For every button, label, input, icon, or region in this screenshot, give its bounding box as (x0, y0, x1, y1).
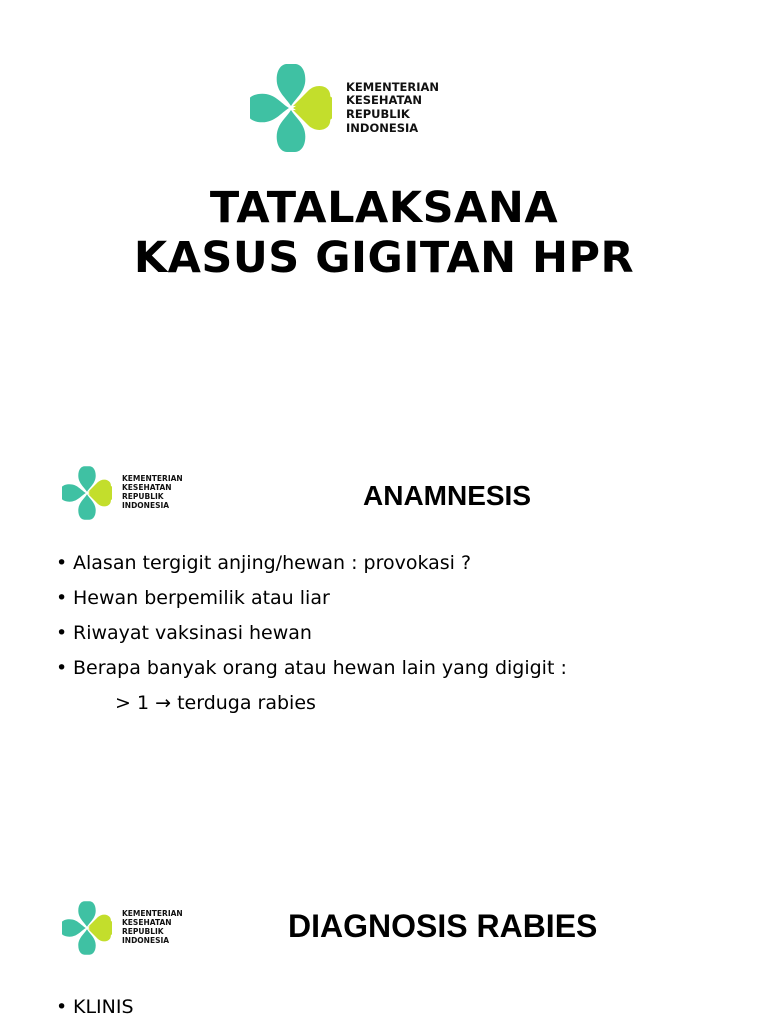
bullet-text: KLINIS (73, 996, 134, 1018)
logo-line: INDONESIA (346, 120, 419, 135)
section-title-diagnosis: DIAGNOSIS RABIES (288, 908, 598, 944)
sub-item (56, 686, 567, 721)
logo-text (122, 475, 183, 510)
main-title (0, 183, 768, 283)
logo-line: KEMENTERIAN (346, 79, 440, 94)
list-item (56, 581, 567, 616)
kemenkes-logo-small (62, 465, 183, 521)
logo-line: KESEHATAN (346, 93, 423, 108)
bullet-dot: • (56, 622, 68, 644)
slide-title (0, 0, 768, 330)
kemenkes-logo (250, 62, 439, 154)
bullet-text: Riwayat vaksinasi hewan (73, 622, 312, 644)
logo-line: KEMENTERIAN (122, 474, 183, 484)
main-title-line-1: TATALAKSANA (209, 183, 559, 233)
bullet-dot: • (56, 657, 68, 679)
arrow-right-icon: → (155, 692, 172, 714)
slide-diagnosis (0, 870, 768, 1024)
section-title-anamnesis: ANAMNESIS (363, 480, 532, 511)
logo-text (346, 81, 439, 135)
kemenkes-cross-icon (62, 465, 112, 521)
list-item (56, 990, 134, 1025)
logo-line: INDONESIA (122, 500, 170, 510)
bullet-text: Hewan berpemilik atau liar (73, 587, 330, 609)
list-item (56, 546, 567, 581)
kemenkes-logo-small (62, 900, 183, 956)
list-item (56, 616, 567, 651)
bullet-list (56, 990, 134, 1025)
logo-text (122, 910, 183, 945)
logo-line: REPUBLIK (122, 927, 164, 936)
list-item (56, 651, 567, 686)
logo-line: KESEHATAN (122, 918, 172, 928)
sub-prefix: > 1 (115, 692, 150, 714)
bullet-dot: • (56, 587, 68, 609)
logo-line: KEMENTERIAN (122, 909, 183, 919)
slide-anamnesis (0, 440, 768, 740)
logo-line: INDONESIA (122, 935, 170, 945)
main-title-line-2: KASUS GIGITAN HPR (133, 233, 635, 283)
kemenkes-cross-icon (62, 900, 112, 956)
sub-text: terduga rabies (177, 692, 316, 714)
bullet-dot: • (56, 552, 68, 574)
bullet-text: Berapa banyak orang atau hewan lain yang digigit : (73, 657, 567, 679)
bullet-text: Alasan tergigit anjing/hewan : provokasi ? (73, 552, 472, 574)
bullet-list (56, 546, 567, 721)
bullet-dot: • (56, 996, 68, 1018)
logo-line: KESEHATAN (122, 483, 172, 493)
logo-line: REPUBLIK (122, 492, 164, 501)
logo-line: REPUBLIK (346, 107, 410, 121)
kemenkes-cross-icon (250, 62, 332, 154)
